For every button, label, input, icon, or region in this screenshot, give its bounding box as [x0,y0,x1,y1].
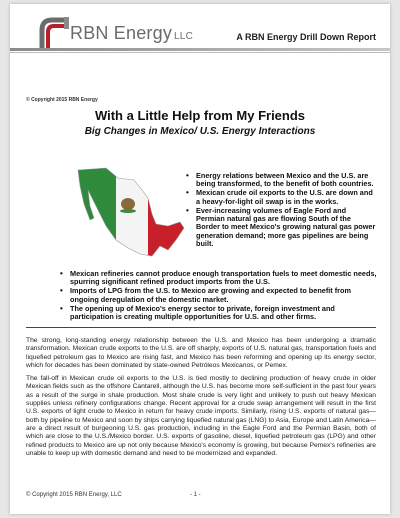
pipe-logo-icon [38,16,72,52]
body-text [26,337,376,463]
mexico-flag-map [76,164,186,264]
brand-name [70,23,193,44]
report-title: With a Little Help from My Friends [94,108,306,123]
brand-main: RBN Energy [70,23,173,43]
copyright-top: © Copyright 2015 RBN Energy [26,97,98,103]
key-point: • Mexican crude oil exports to the U.S. are down and a heavy-for-light oil swap is in the works. [186,189,376,206]
report-type-label: A RBN Energy Drill Down Report [236,32,376,42]
section-divider [26,327,376,328]
body-paragraph: The strong, long-standing energy relationship between the U.S. and Mexico has been undergoing a dramatic transformation. Mexican crude exports to the U.S. are off sharply, exports of U.S. natural gas, transportation fuels and liquefied petroleum gas to Mexico are rising fast, and Mexico has been reforming and opening up its energy sector, which for decades has been dominated by state-owned Petróleos Mexicanos, or Pemex. [26,337,376,369]
page-number: - 1 - [190,492,201,498]
report-subtitle: Big Changes in Mexico/ U.S. Energy Interactions [84,126,316,137]
key-point: • The opening up of Mexico's energy sector to private, foreign investment and participation is creating multiple opportunities for U.S. and other firms. [60,305,378,322]
header-rule [10,48,390,51]
key-point: • Imports of LPG from the U.S. to Mexico are growing and expected to benefit from ongoing deregulation of the domestic market. [60,287,378,304]
key-point: • Energy relations between Mexico and the U.S. are being transformed, to the benefit of both countries. [186,172,376,189]
body-paragraph: The fall-off in Mexican crude oil exports to the U.S. is tied mostly to declining production of heavy crude in older Mexican fields such as the offshore Cantarell, although the U.S. has become more self-sufficient in the past four years as a result of the surge in shale production. Most shale crude is very light and unlikely to push out heavy Mexican supplies unless refinery configurations change. Recent approval for a crude swap arrangement will result in the first U.S. exports of light crude to Mexico in return for heavy crude imports. Similarly, rising U.S. exports of natural gas—both by pipeline to Mexico and soon by ships carrying liquefied natural gas (LNG) to Asia, Europe and Latin America—are a direct result of burgeoning U.S. gas production, including in the Eagle Ford and the Permian Basin, both of which are close to the U.S./Mexico border. U.S. exports of gasoline, diesel, liquefied petroleum gas (LPG) and other refined products to Mexico are up not only because Mexico's economy is growing, but because Pemex's refineries are unable to keep up with domestic demand and need to be modernized and expanded. [26,375,376,457]
report-header [10,4,390,74]
document-page [10,4,390,514]
mexico-map-icon [76,164,186,264]
footer-copyright: © Copyright 2015 RBN Energy, LLC [26,492,122,498]
key-point: • Mexican refineries cannot produce enough transportation fuels to meet domestic needs, spurring significant refined product imports from the U.S. [60,270,378,287]
header-rule-thin [10,52,390,53]
key-points-full [60,270,378,322]
key-point: • Ever-increasing volumes of Eagle Ford and Permian natural gas are flowing South of the Border to meet Mexico's growing natural gas power generation demand; more gas pipelines are being built. [186,207,376,249]
brand-suffix: LLC [174,31,193,42]
key-points-right [186,172,376,249]
